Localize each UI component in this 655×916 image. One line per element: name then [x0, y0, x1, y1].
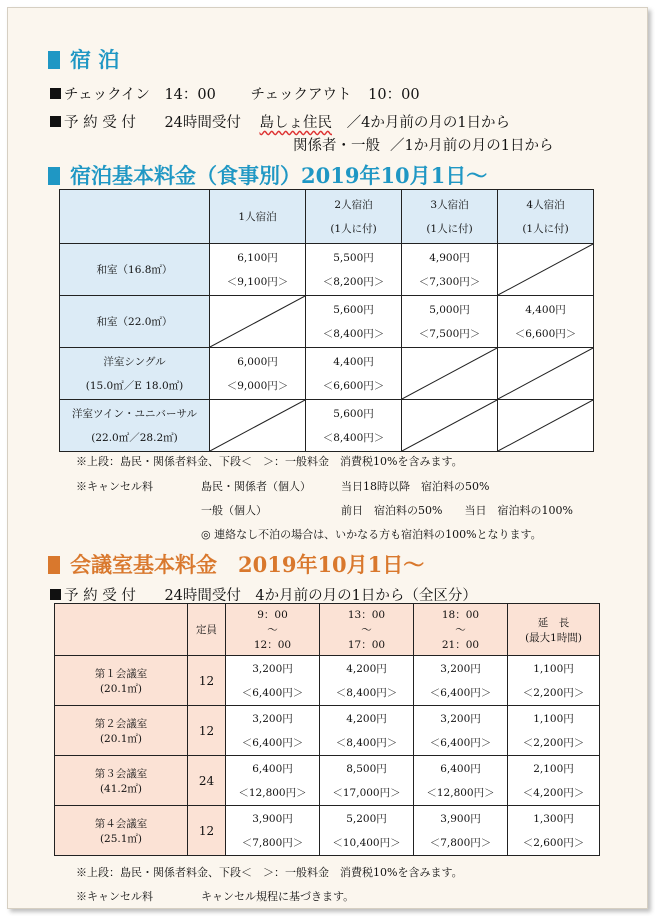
- price-general: ＜7,500円＞: [418, 327, 481, 340]
- bullet-icon: [50, 116, 61, 127]
- empty-diagonal-cell: [498, 244, 594, 296]
- price-cell: [226, 806, 320, 856]
- empty-diagonal-cell: [498, 348, 594, 400]
- price-islander: 5,000円: [429, 303, 470, 316]
- price-cell: [306, 348, 402, 400]
- price-islander: 3,200円: [440, 712, 481, 725]
- corner-cell: [60, 190, 210, 244]
- price-cell: [226, 756, 320, 806]
- price-general: ＜2,200円＞: [522, 736, 585, 749]
- price-cell: [508, 706, 600, 756]
- capacity-cell: [188, 756, 226, 806]
- price-cell: [306, 400, 402, 452]
- header-cell: 18：00 ～ 21：00: [414, 604, 508, 656]
- price-cell: [508, 806, 600, 856]
- price-islander: 3,200円: [252, 712, 293, 725]
- price-islander: 4,200円: [346, 662, 387, 675]
- price-islander: 4,400円: [525, 303, 566, 316]
- price-islander: 5,600円: [333, 303, 374, 316]
- room-type-label: 和室（22.0㎡）: [96, 315, 173, 328]
- cancel-islanders-rule: 当日18時以降 宿泊料の50%: [341, 480, 490, 493]
- price-cell: [210, 348, 306, 400]
- room-type-label: 洋室シングル: [103, 355, 166, 368]
- price-general: ＜12,800円＞: [426, 786, 495, 799]
- cancel-general: 一般（個人）: [201, 504, 267, 517]
- meeting-room-cell: [55, 756, 188, 806]
- capacity-cell: [188, 706, 226, 756]
- diagonal-line: [210, 296, 305, 347]
- empty-diagonal-cell: [498, 400, 594, 452]
- meeting-cancel-text: キャンセル規程に基づきます。: [201, 890, 355, 903]
- price-islander: 3,900円: [252, 812, 293, 825]
- noshow-note: ◎ 連絡なし不泊の場合は、いかなる方も宿泊料の100%となります。: [201, 528, 542, 541]
- price-general: ＜6,400円＞: [429, 736, 492, 749]
- meeting-room-cell: [55, 656, 188, 706]
- meeting-reserve-line: 予 約 受 付 24時間受付 4か月前の月の1日から（全区分）: [50, 584, 477, 605]
- meeting-room-area: (20.1㎡): [99, 682, 143, 695]
- capacity-cell: [188, 806, 226, 856]
- price-islander: 5,200円: [346, 812, 387, 825]
- reserve-line: 予 約 受 付 24時間受付 島しょ住民 ／4か月前の月の1日から: [50, 111, 510, 132]
- meeting-room-name: 第３会議室: [94, 767, 148, 780]
- room-type-cell: [60, 244, 210, 296]
- price-islander: 4,900円: [429, 251, 470, 264]
- price-cell: [210, 244, 306, 296]
- table-row: [60, 400, 594, 452]
- table-row: [55, 756, 600, 806]
- header-cell: 13：00 ～ 17：00: [320, 604, 414, 656]
- fee-sheet: [7, 7, 648, 909]
- price-islander: 6,400円: [252, 762, 293, 775]
- price-general: ＜6,600円＞: [514, 327, 577, 340]
- price-general: ＜4,200円＞: [522, 786, 585, 799]
- price-general: ＜6,600円＞: [322, 379, 385, 392]
- price-islander: 6,000円: [237, 355, 278, 368]
- room-type-label: 洋室ツイン・ユニバーサル: [72, 407, 197, 420]
- price-general: ＜12,800円＞: [238, 786, 307, 799]
- price-islander: 3,200円: [252, 662, 293, 675]
- price-cell: [414, 756, 508, 806]
- meeting-room-name: 第４会議室: [94, 817, 148, 830]
- cancel-general-rule: 前日 宿泊料の50% 当日 宿泊料の100%: [341, 504, 573, 517]
- meeting-room-area: (41.2㎡): [99, 782, 143, 795]
- price-general: ＜9,100円＞: [226, 275, 289, 288]
- diagonal-line: [498, 244, 593, 295]
- price-general: ＜8,200円＞: [322, 275, 385, 288]
- bullet-icon: [50, 589, 61, 600]
- room-type-cell: [60, 296, 210, 348]
- empty-diagonal-cell: [402, 348, 498, 400]
- price-islander: 3,900円: [440, 812, 481, 825]
- meeting-title: 会議室基本料金 2019年10月1日～: [48, 549, 424, 579]
- meeting-room-area: (25.1㎡): [99, 832, 143, 845]
- price-islander: 4,200円: [346, 712, 387, 725]
- section-marker-icon: [48, 167, 60, 185]
- price-general: ＜7,800円＞: [429, 836, 492, 849]
- price-islander: 3,200円: [440, 662, 481, 675]
- checkin-line: チェックイン 14：00 チェックアウト 10：00: [50, 83, 420, 104]
- price-cell: [414, 706, 508, 756]
- table-header-row: [55, 604, 600, 656]
- price-general: ＜6,400円＞: [241, 736, 304, 749]
- price-cell: [226, 706, 320, 756]
- price-cell: [306, 244, 402, 296]
- meeting-note-tax: ※上段：島民・関係者料金、下段＜ ＞：一般料金 消費税10%を含みます。: [76, 866, 463, 879]
- header-cell: 延 長 (最大1時間): [508, 604, 600, 656]
- header-cell: 1人宿泊: [210, 190, 306, 244]
- price-islander: 5,500円: [333, 251, 374, 264]
- table-row: [55, 656, 600, 706]
- table-row: [60, 296, 594, 348]
- room-type-label: 和室（16.8㎡）: [96, 263, 173, 276]
- price-islander: 2,100円: [533, 762, 574, 775]
- lodging-title: 宿 泊: [48, 44, 119, 74]
- meeting-room-area: (20.1㎡): [99, 732, 143, 745]
- capacity-value: 12: [198, 823, 215, 838]
- empty-diagonal-cell: [210, 400, 306, 452]
- price-cell: [402, 296, 498, 348]
- price-general: ＜8,400円＞: [335, 736, 398, 749]
- price-islander: 6,100円: [237, 251, 278, 264]
- header-cell: 2人宿泊 (1人に付): [306, 190, 402, 244]
- diagonal-line: [402, 348, 497, 399]
- meeting-rate-table: [54, 603, 600, 856]
- price-general: ＜7,300円＞: [418, 275, 481, 288]
- price-general: ＜8,400円＞: [335, 686, 398, 699]
- price-cell: [508, 756, 600, 806]
- empty-diagonal-cell: [210, 296, 306, 348]
- meeting-room-cell: [55, 806, 188, 856]
- price-cell: [414, 656, 508, 706]
- price-islander: 8,500円: [346, 762, 387, 775]
- price-general: ＜8,400円＞: [322, 431, 385, 444]
- price-general: ＜9,000円＞: [226, 379, 289, 392]
- table-row: [55, 806, 600, 856]
- price-general: ＜10,400円＞: [332, 836, 401, 849]
- cancel-label: ※キャンセル料: [76, 480, 153, 493]
- table-row: [60, 348, 594, 400]
- lodging-rates-title: 宿泊基本料金（食事別）2019年10月1日～: [48, 160, 487, 190]
- capacity-value: 24: [198, 773, 215, 788]
- meeting-room-cell: [55, 706, 188, 756]
- capacity-cell: [188, 656, 226, 706]
- empty-diagonal-cell: [402, 400, 498, 452]
- capacity-value: 12: [198, 673, 215, 688]
- room-type-cell: [60, 400, 210, 452]
- price-cell: [306, 296, 402, 348]
- price-cell: [402, 244, 498, 296]
- price-cell: [320, 656, 414, 706]
- price-general: ＜2,200円＞: [522, 686, 585, 699]
- price-cell: [320, 806, 414, 856]
- price-general: ＜2,600円＞: [522, 836, 585, 849]
- room-area-label: (22.0㎡／28.2㎡): [91, 431, 178, 444]
- price-general: ＜8,400円＞: [322, 327, 385, 340]
- diagonal-line: [498, 400, 593, 451]
- table-row: [55, 706, 600, 756]
- header-cell: 4人宿泊 (1人に付): [498, 190, 594, 244]
- capacity-value: 12: [198, 723, 215, 738]
- lodging-rate-table: [59, 189, 594, 452]
- room-type-cell: [60, 348, 210, 400]
- meeting-room-name: 第２会議室: [94, 717, 148, 730]
- price-islander: 4,400円: [333, 355, 374, 368]
- price-islander: 1,100円: [533, 712, 574, 725]
- table-row: [60, 244, 594, 296]
- diagonal-line: [498, 348, 593, 399]
- header-cell: 9：00 ～ 12：00: [226, 604, 320, 656]
- table-header-row: [60, 190, 594, 244]
- price-cell: [508, 656, 600, 706]
- price-cell: [320, 756, 414, 806]
- price-islander: 5,600円: [333, 407, 374, 420]
- lodging-note-tax: ※上段：島民・関係者料金、下段＜ ＞：一般料金 消費税10%を含みます。: [76, 455, 463, 468]
- meeting-room-name: 第１会議室: [94, 667, 148, 680]
- meeting-cancel-label: ※キャンセル料: [76, 890, 153, 903]
- reserve-line-general: 関係者・一般 ／1か月前の月の1日から: [293, 138, 554, 154]
- section-marker-icon: [48, 556, 60, 574]
- price-islander: 1,300円: [533, 812, 574, 825]
- price-general: ＜7,800円＞: [241, 836, 304, 849]
- price-cell: [498, 296, 594, 348]
- price-general: ＜17,000円＞: [332, 786, 401, 799]
- price-cell: [226, 656, 320, 706]
- price-cell: [414, 806, 508, 856]
- header-cell: 3人宿泊 (1人に付): [402, 190, 498, 244]
- cancel-islanders: 島民・関係者（個人）: [201, 480, 311, 493]
- price-islander: 1,100円: [533, 662, 574, 675]
- price-general: ＜6,400円＞: [429, 686, 492, 699]
- price-islander: 6,400円: [440, 762, 481, 775]
- bullet-icon: [50, 88, 61, 99]
- price-general: ＜6,400円＞: [241, 686, 304, 699]
- price-cell: [320, 706, 414, 756]
- header-cell: 定員: [188, 604, 226, 656]
- diagonal-line: [210, 400, 305, 451]
- corner-cell: [55, 604, 188, 656]
- section-marker-icon: [48, 51, 60, 69]
- diagonal-line: [402, 400, 497, 451]
- room-area-label: (15.0㎡／E 18.0㎡): [85, 379, 184, 392]
